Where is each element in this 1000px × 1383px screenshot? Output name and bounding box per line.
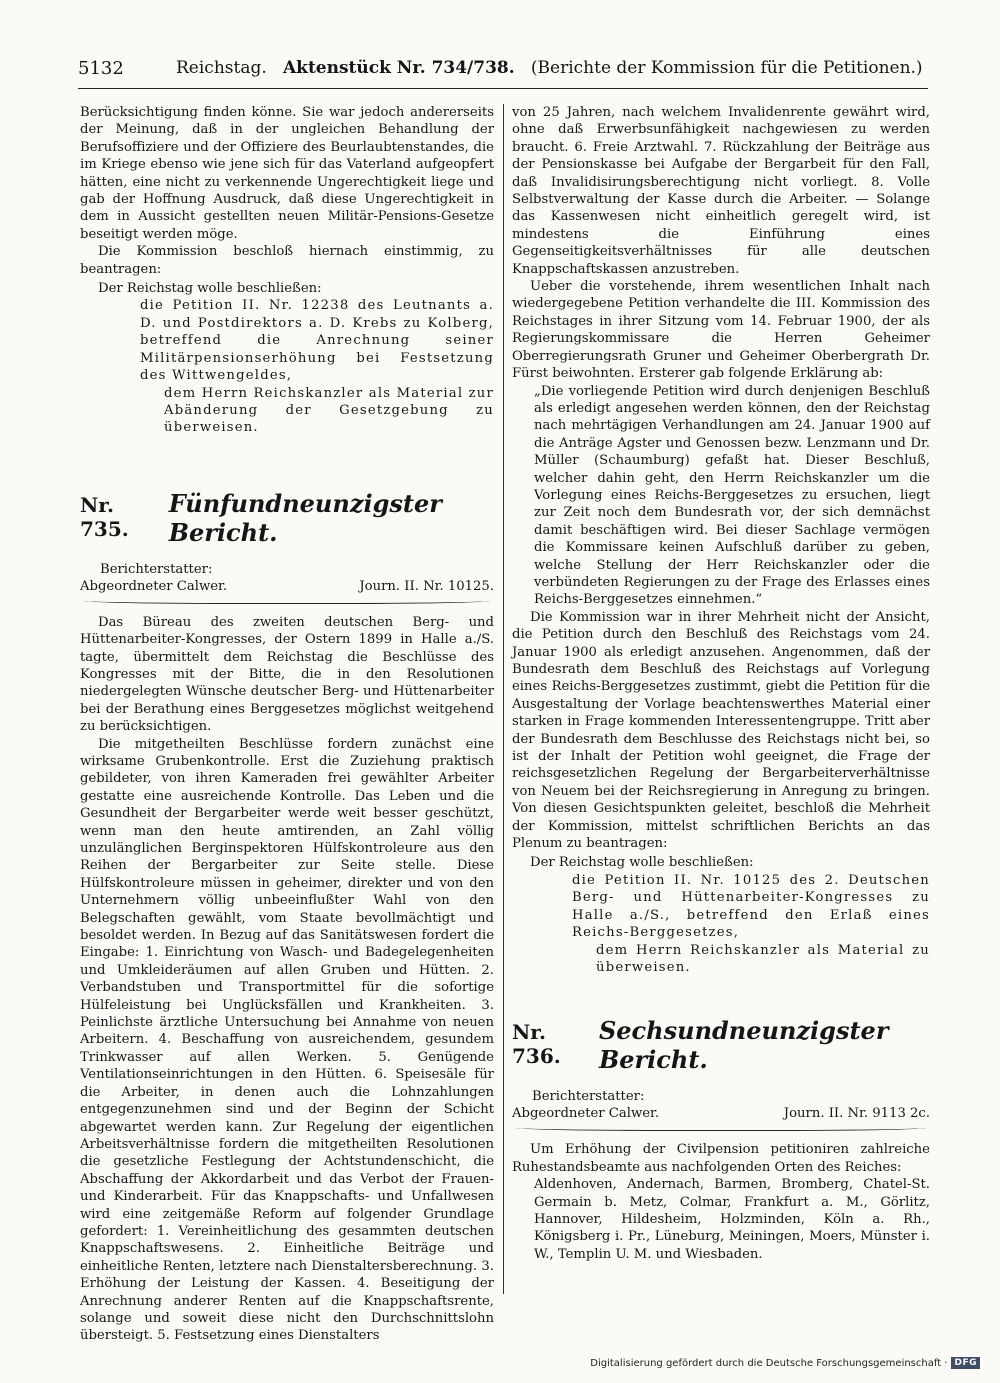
report-number: Nr. 735. — [80, 492, 129, 541]
paragraph: Ueber die vorstehende, ihrem wesentlichen Inhalt nach wiedergegebene Petition verhandelte die III. Kommission des Reichstages in ihrer Sitzung vom 14. Februar 1900, der als Regierungskommissare die Herren Geheimer Oberregierungsrath Gruner und Geheimer Oberbergrath Dr. Fürst beiwohnten. Ersterer gab folgende Erklärung ab: — [512, 279, 930, 382]
paragraph: Das Büreau des zweiten deutschen Berg- und Hüttenarbeiter-Kongresses, der Ostern 1899 in Halle a./S. tagte, übermittelt dem Reichstag die Beschlüsse des Kongresses mit der Bitte, die in den Resolutionen niedergelegten Wünsche deutscher Berg- und Hüttenarbeiter bei der Berathung eines Berggesetzes möglichst weitgehend zu berücksichtigen. — [80, 614, 494, 735]
dfg-logo: DFG — [951, 1357, 980, 1369]
motion-heading: Der Reichstag wolle beschließen: — [530, 855, 754, 871]
reporter-label: Berichterstatter: — [532, 1089, 645, 1105]
right-column — [512, 104, 930, 1263]
report-heading-736 — [512, 1016, 930, 1074]
motion-text: die Petition II. Nr. 12238 des Leutnants a. D. und Postdirektors a. D. Krebs zu Kolberg, betreffend die Anrechnung seiner Militärpensionserhöhung bei Festsetzung des Wittwengeldes, — [140, 298, 494, 384]
column-divider — [503, 104, 504, 1294]
government-statement-quote: „Die vorliegende Petition wird durch denjenigen Beschluß als erledigt angesehen werden können, den der Reichstag nach mehrtägigen Verhandlungen am 24. Januar 1900 auf die Anträge Agster und Genossen bezw. Lenzmann und Dr. Müller (Schaumburg) gefaßt hat. Dieser Beschluß, welcher dahin geht, den Herrn Reichskanzler um die Vorlegung eines Reichs-Berggesetzes zu ersuchen, liegt zur Zeit noch dem Bundesrath vor, der sich demnächst damit beschäftigen wird. Bei dieser Sachlage vermögen die Kommissare keinen Aufschluß darüber zu geben, welche Stellung der Herr Reichskanzler oder die verbündeten Regierungen zu der Frage des Erlasses eines Reichs-Berggesetzes einnehmen.“ — [534, 383, 930, 608]
motion-conclusion: dem Herrn Reichskanzler als Material zu überweisen. — [596, 942, 930, 975]
reporter-name: Abgeordneter Calwer. — [512, 1106, 660, 1122]
reporter-rule — [84, 596, 490, 604]
paragraph: Die Kommission beschloß hiernach einstimmig, zu beantragen: — [80, 244, 494, 277]
section-title: (Berichte der Kommission für die Petitionen.) — [530, 58, 923, 78]
motion-text: die Petition II. Nr. 10125 des 2. Deutschen Berg- und Hüttenarbeiter-Kongresses zu Halle a./S., betreffend den Erlaß eines Reichs-Berggesetzes, — [572, 872, 930, 941]
report-title: Sechsundneunzigster Bericht. — [598, 1016, 889, 1075]
motion-heading: Der Reichstag wolle beschließen: — [98, 281, 322, 297]
page-header — [78, 56, 928, 89]
report-number: Nr. 736. — [512, 1020, 561, 1069]
left-column — [80, 104, 494, 1345]
journal-number: Journ. II. Nr. 10125. — [359, 578, 494, 594]
credit-text: Digitalisierung gefördert durch die Deutsche Forschungsgemeinschaft · — [590, 1357, 948, 1369]
reporter-row — [512, 1105, 930, 1123]
report-title: Fünfundneunzigster Bericht. — [168, 488, 442, 547]
digitization-credit — [590, 1357, 980, 1369]
journal-number: Journ. II. Nr. 9113 2c. — [783, 1106, 930, 1122]
paragraph: Die Kommission war in ihrer Mehrheit nicht der Ansicht, die Petition durch den Beschluß des Reichstags vom 24. Januar 1900 als erledigt anzusehen. Angenommen, daß der Bundesrath dem Beschluß des Reichstags auf Vorlegung eines Reichs-Berggesetzes zustimmt, giebt die Petition für die Ausgestaltung der Vorlage beachtenswerthes Material einer starken in Frage kommenden Interessentengruppe. Tritt aber der Bundesrath dem Beschlusse des Reichstags nicht bei, so ist der Inhalt der Petition wohl geeignet, die Frage der reichsgesetzlichen Regelung der Bergarbeiterverhältnisse von Neuem bei der Reichsregierung in Anregung zu bringen. Von diesen Gesichtspunkten geleitet, beschloß die Mehrheit der Kommission, mittelst schriftlichen Berichts an das Plenum zu beantragen: — [512, 609, 930, 852]
paragraph: Berücksichtigung finden könne. Sie war jedoch andererseits der Meinung, daß in der ungleichen Behandlung der Berufsoffiziere und der Offiziere des Beurlaubtenstandes, die im Kriege ebenso wie jene sich für das Vaterland aufgeopfert hätten, eine nicht zu verkennende Ungerechtigkeit liege und gab der Hoffnung Ausdruck, daß diese Ungerechtigkeit in dem in Aussicht gestellten neuen Militär-Pensions-Gesetze beseitigt werden möge. — [80, 105, 494, 242]
paragraph: von 25 Jahren, nach welchem Invalidenrente gewährt wird, ohne daß Erwerbsunfähigkeit nachgewiesen zu werden braucht. 6. Freie Arztwahl. 7. Rückzahlung der Beiträge aus der Pensionskasse bei Aufgabe der Bergarbeit für den Fall, daß Invalidisirungsberechtigung nicht vorliegt. 8. Volle Selbstverwaltung der Kasse durch die Arbeiter. — Solange das Kassenwesen nicht einheitlich geregelt wird, ist mindestens die Einführung eines Gegenseitigkeitsverhältnisses für alle deutschen Knappschaftskassen anzustreben. — [512, 105, 930, 277]
running-title — [176, 58, 923, 78]
publication-name: Reichstag. — [176, 58, 267, 78]
motion-conclusion: dem Herrn Reichskanzler als Material zur Abänderung der Gesetzgebung zu überweisen. — [164, 385, 494, 436]
paragraph: Um Erhöhung der Civilpension petitioniren zahlreiche Ruhestandsbeamte aus nachfolgenden Orten des Reiches: — [512, 1142, 930, 1175]
paragraph: Die mitgetheilten Beschlüsse fordern zunächst eine wirksame Grubenkontrolle. Erst die Zuziehung praktisch gebildeter, von ihren Kameraden frei gewählter Arbeiter gestatte eine ausreichende Kontrolle. Das Leben und die Gesundheit der Bergarbeiter werde weit besser geschützt, wenn man den heute amtirenden, an Zahl völlig unzulänglichen Berginspektoren Hülfskontroleure aus den Reihen der Bergarbeiter zur Seite stelle. Diese Hülfskontroleure müssen in geheimer, direkter und von den Unternehmern völlig unbeeinflußter Wahl von den Belegschaften gewählt, vom Staate bevollmächtigt und besoldet werden. In Bezug auf das Sanitätswesen fordert die Eingabe: 1. Einrichtung von Wasch- und Badegelegenheiten und Umkleideräumen auf allen Gruben und Hütten. 2. Verbandstuben und Transportmittel für die sofortige Hülfeleistung bei Unglücksfällen und Krankheiten. 3. Peinlichste ärztliche Untersuchung bei Annahme von neuen Arbeitern. 4. Beschaffung von ausreichendem, gesundem Trinkwasser auf allen Werken. 5. Genügende Ventilationseinrichtungen in den Hütten. 6. Speisesäle für die Arbeiter, in denen auch die Lohnzahlungen entgegenzunehmen sind und der Beginn der Schicht abgewartet werden kann. Zur Regelung der eigentlichen Arbeitsverhältnisse fordern die mitgetheilten Resolutionen die gesetzliche Festlegung der Achtstundenschicht, die Abschaffung der Akkordarbeit und das Verbot der Frauen- und Kinderarbeit. Für das Knappschafts- und Unfallwesen wird eine zeitgemäße Reform auf folgender Grundlage gefordert: 1. Vereinheitlichung des gesammten deutschen Knappschaftswesens. 2. Einheitliche Beiträge und einheitliche Renten, letztere nach Dienstaltersberechnung. 3. Erhöhung der Leistung der Kassen. 4. Beseitigung der Anrechnung anderer Renten auf die Knappschaftsrente, solange und soweit diese nicht den Durchschnittslohn übersteigt. 5. Festsetzung eines Dienstalters — [80, 736, 494, 1344]
reporter-label: Berichterstatter: — [100, 561, 213, 577]
report-heading-735 — [80, 489, 494, 547]
document-reference: Aktenstück Nr. 734/738. — [282, 58, 515, 78]
place-list: Aldenhoven, Andernach, Barmen, Bromberg, Chatel-St. Germain b. Metz, Colmar, Frankfurt a. M., Görlitz, Hannover, Hildesheim, Holzminden, Köln a. Rh., Königsberg i. Pr., Lüneburg, Meiningen, Moers, Münster i. W., Templin U. M. und Wiesbaden. — [534, 1177, 930, 1262]
page-number: 5132 — [78, 58, 124, 79]
reporter-name: Abgeordneter Calwer. — [80, 578, 228, 594]
reporter-rule — [516, 1123, 926, 1131]
reporter-row — [80, 578, 494, 596]
